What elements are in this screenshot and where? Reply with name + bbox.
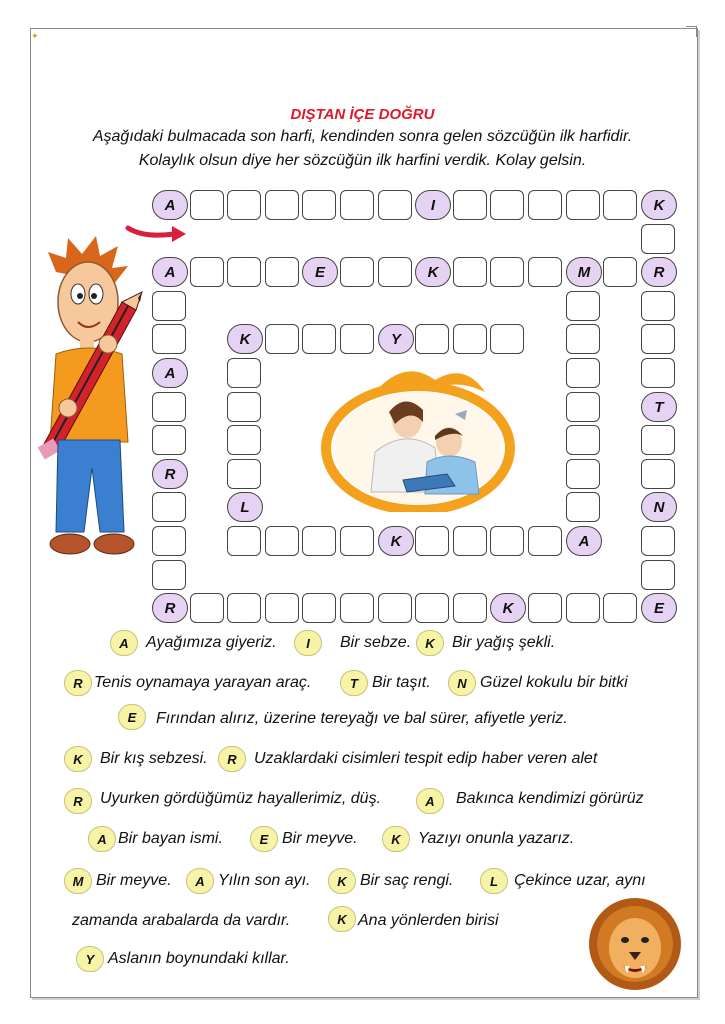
grid-letter-cell: Y bbox=[378, 324, 414, 354]
clue-text: Bir saç rengi. bbox=[360, 872, 454, 889]
clue-row-9 bbox=[0, 946, 725, 976]
grid-cell[interactable] bbox=[152, 392, 186, 422]
grid-cell[interactable] bbox=[641, 425, 675, 455]
clue-text: Bir meyve. bbox=[282, 830, 358, 847]
grid-letter-cell: I bbox=[415, 190, 451, 220]
grid-cell[interactable] bbox=[641, 291, 675, 321]
grid-letter-cell: A bbox=[152, 257, 188, 287]
grid-cell[interactable] bbox=[490, 257, 524, 287]
page-curl bbox=[686, 26, 697, 37]
pin-icon: ✦ bbox=[31, 31, 39, 41]
grid-cell[interactable] bbox=[302, 190, 336, 220]
clue-text: zamanda arabalarda da vardır. bbox=[72, 912, 291, 929]
boy-with-pencil-illustration bbox=[38, 232, 150, 578]
clue-row-8 bbox=[0, 906, 725, 936]
grid-cell[interactable] bbox=[528, 257, 562, 287]
grid-cell[interactable] bbox=[603, 190, 637, 220]
clue-text: Uyurken gördüğümüz hayallerimiz, düş. bbox=[100, 790, 382, 807]
clue-text: Bir taşıt. bbox=[372, 674, 431, 691]
grid-cell[interactable] bbox=[190, 190, 224, 220]
grid-letter-cell: K bbox=[415, 257, 451, 287]
clue-letter-badge: K bbox=[64, 746, 92, 772]
grid-letter-cell: K bbox=[227, 324, 263, 354]
grid-cell[interactable] bbox=[453, 190, 487, 220]
grid-cell[interactable] bbox=[453, 593, 487, 623]
grid-cell[interactable] bbox=[566, 324, 600, 354]
grid-cell[interactable] bbox=[378, 593, 412, 623]
clue-letter-badge: A bbox=[110, 630, 138, 656]
grid-letter-cell: E bbox=[302, 257, 338, 287]
grid-cell[interactable] bbox=[190, 593, 224, 623]
grid-letter-cell: R bbox=[152, 459, 188, 489]
grid-cell[interactable] bbox=[340, 593, 374, 623]
grid-cell[interactable] bbox=[603, 257, 637, 287]
clue-row-3 bbox=[0, 704, 725, 734]
grid-cell[interactable] bbox=[528, 526, 562, 556]
clue-letter-badge: R bbox=[64, 670, 92, 696]
grid-cell[interactable] bbox=[566, 492, 600, 522]
grid-letter-cell: A bbox=[152, 358, 188, 388]
clue-text: Bakınca kendimizi görürüz bbox=[456, 790, 644, 807]
grid-cell[interactable] bbox=[152, 560, 186, 590]
grid-cell[interactable] bbox=[265, 257, 299, 287]
clue-letter-badge: R bbox=[64, 788, 92, 814]
grid-cell[interactable] bbox=[415, 526, 449, 556]
clue-letter-badge: R bbox=[218, 746, 246, 772]
grid-cell[interactable] bbox=[641, 459, 675, 489]
grid-cell[interactable] bbox=[227, 425, 261, 455]
grid-cell[interactable] bbox=[227, 257, 261, 287]
grid-cell[interactable] bbox=[415, 324, 449, 354]
clue-row-6 bbox=[0, 826, 725, 856]
clue-letter-badge: N bbox=[448, 670, 476, 696]
grid-cell[interactable] bbox=[227, 526, 261, 556]
grid-cell[interactable] bbox=[227, 190, 261, 220]
grid-cell[interactable] bbox=[227, 392, 261, 422]
clue-text: Yılın son ayı. bbox=[218, 872, 311, 889]
clue-letter-badge: A bbox=[88, 826, 116, 852]
grid-letter-cell: K bbox=[490, 593, 526, 623]
puzzle-title: DIŞTAN İÇE DOĞRU bbox=[290, 106, 435, 123]
grid-cell[interactable] bbox=[265, 593, 299, 623]
grid-cell[interactable] bbox=[566, 392, 600, 422]
grid-cell[interactable] bbox=[265, 190, 299, 220]
grid-cell[interactable] bbox=[641, 358, 675, 388]
grid-cell[interactable] bbox=[340, 257, 374, 287]
clue-text: Bir kış sebzesi. bbox=[100, 750, 208, 767]
grid-cell[interactable] bbox=[227, 459, 261, 489]
grid-cell[interactable] bbox=[528, 190, 562, 220]
grid-cell[interactable] bbox=[190, 257, 224, 287]
grid-cell[interactable] bbox=[152, 492, 186, 522]
grid-cell[interactable] bbox=[453, 324, 487, 354]
clue-letter-badge: K bbox=[328, 868, 356, 894]
clue-text: Bir bayan ismi. bbox=[118, 830, 223, 847]
grid-cell[interactable] bbox=[302, 526, 336, 556]
clue-letter-badge: T bbox=[340, 670, 368, 696]
grid-cell[interactable] bbox=[152, 324, 186, 354]
grid-cell[interactable] bbox=[453, 257, 487, 287]
grid-cell[interactable] bbox=[490, 324, 524, 354]
grid-cell[interactable] bbox=[302, 324, 336, 354]
grid-cell[interactable] bbox=[378, 257, 412, 287]
grid-cell[interactable] bbox=[566, 291, 600, 321]
clue-letter-badge: M bbox=[64, 868, 92, 894]
grid-cell[interactable] bbox=[265, 324, 299, 354]
grid-letter-cell: N bbox=[641, 492, 677, 522]
clue-letter-badge: K bbox=[416, 630, 444, 656]
clue-letter-badge: E bbox=[118, 704, 146, 730]
clue-text: Ana yönlerden birisi bbox=[358, 912, 499, 929]
clue-text: Uzaklardaki cisimleri tespit edip haber veren alet bbox=[254, 750, 598, 767]
grid-cell[interactable] bbox=[490, 526, 524, 556]
instruction-line-1: Aşağıdaki bulmacada son harfi, kendinden sonra gelen sözcüğün ilk harfidir. bbox=[92, 128, 633, 145]
grid-letter-cell: R bbox=[641, 257, 677, 287]
grid-cell[interactable] bbox=[490, 190, 524, 220]
clue-row-5 bbox=[0, 788, 725, 818]
grid-cell[interactable] bbox=[152, 425, 186, 455]
grid-letter-cell: K bbox=[641, 190, 677, 220]
grid-cell[interactable] bbox=[152, 291, 186, 321]
clue-row-7 bbox=[0, 868, 725, 898]
grid-cell[interactable] bbox=[566, 358, 600, 388]
grid-letter-cell: T bbox=[641, 392, 677, 422]
grid-cell[interactable] bbox=[566, 425, 600, 455]
grid-letter-cell: A bbox=[152, 190, 188, 220]
grid-cell[interactable] bbox=[566, 593, 600, 623]
grid-letter-cell: R bbox=[152, 593, 188, 623]
grid-cell[interactable] bbox=[340, 190, 374, 220]
clue-letter-badge: Y bbox=[76, 946, 104, 972]
clue-text: Çekince uzar, aynı bbox=[514, 872, 646, 889]
clue-row-1 bbox=[0, 630, 725, 660]
clue-letter-badge: L bbox=[480, 868, 508, 894]
clue-row-4 bbox=[0, 746, 725, 776]
grid-cell[interactable] bbox=[340, 324, 374, 354]
grid-cell[interactable] bbox=[641, 324, 675, 354]
instruction-line-2: Kolaylık olsun diye her sözcüğün ilk harfini verdik. Kolay gelsin. bbox=[138, 152, 587, 169]
clue-text: Bir meyve. bbox=[96, 872, 172, 889]
clue-letter-badge: A bbox=[186, 868, 214, 894]
clue-text: Fırından alırız, üzerine tereyağı ve bal sürer, afiyetle yeriz. bbox=[156, 710, 568, 727]
clue-text: Tenis oynamaya yarayan araç. bbox=[94, 674, 312, 691]
clue-text: Bir yağış şekli. bbox=[452, 634, 556, 651]
grid-cell[interactable] bbox=[641, 560, 675, 590]
clue-text: Aslanın boynundaki kıllar. bbox=[108, 950, 290, 967]
grid-cell[interactable] bbox=[566, 190, 600, 220]
grid-cell[interactable] bbox=[641, 224, 675, 254]
grid-cell[interactable] bbox=[453, 526, 487, 556]
clue-text: Güzel kokulu bir bitki bbox=[480, 674, 628, 691]
clue-letter-badge: K bbox=[328, 906, 356, 932]
clue-letter-badge: I bbox=[294, 630, 322, 656]
grid-cell[interactable] bbox=[227, 358, 261, 388]
grid-letter-cell: M bbox=[566, 257, 602, 287]
grid-cell[interactable] bbox=[603, 593, 637, 623]
grid-cell[interactable] bbox=[302, 593, 336, 623]
grid-cell[interactable] bbox=[227, 593, 261, 623]
clue-letter-badge: E bbox=[250, 826, 278, 852]
grid-cell[interactable] bbox=[415, 593, 449, 623]
grid-letter-cell: L bbox=[227, 492, 263, 522]
grid-cell[interactable] bbox=[566, 459, 600, 489]
grid-letter-cell: E bbox=[641, 593, 677, 623]
clue-text: Ayağımıza giyeriz. bbox=[146, 634, 277, 651]
clue-text: Yazıyı onunla yazarız. bbox=[418, 830, 575, 847]
grid-cell[interactable] bbox=[528, 593, 562, 623]
teacher-and-student-illustration bbox=[315, 362, 520, 512]
grid-cell[interactable] bbox=[265, 526, 299, 556]
grid-cell[interactable] bbox=[340, 526, 374, 556]
grid-letter-cell: K bbox=[378, 526, 414, 556]
grid-cell[interactable] bbox=[152, 526, 186, 556]
grid-letter-cell: A bbox=[566, 526, 602, 556]
grid-cell[interactable] bbox=[641, 526, 675, 556]
grid-cell[interactable] bbox=[378, 190, 412, 220]
clue-text: Bir sebze. bbox=[340, 634, 412, 651]
clue-letter-badge: K bbox=[382, 826, 410, 852]
clue-row-2 bbox=[0, 670, 725, 700]
clue-letter-badge: A bbox=[416, 788, 444, 814]
